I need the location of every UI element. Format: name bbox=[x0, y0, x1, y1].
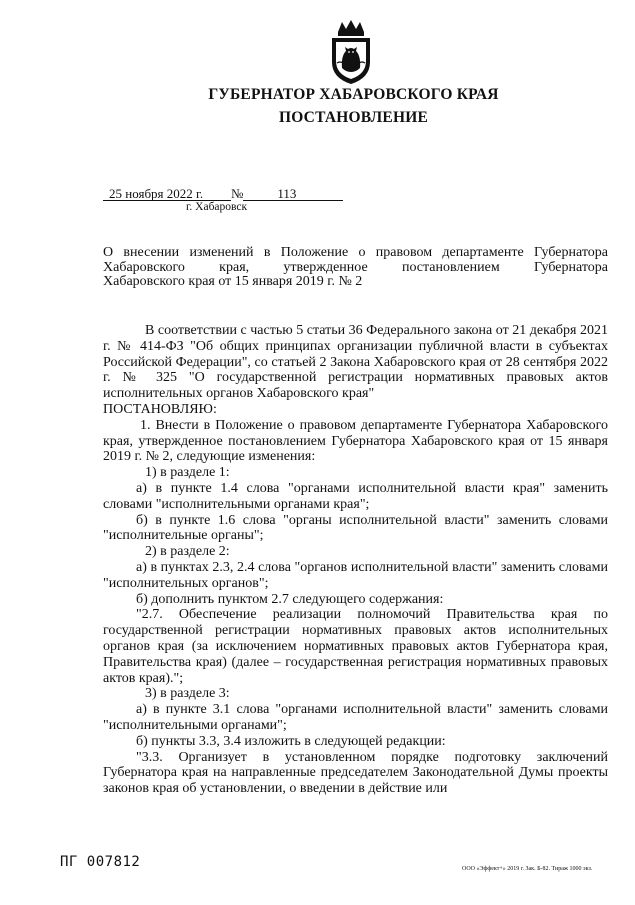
decree-body bbox=[103, 323, 608, 797]
subject-line-1: О внесении изменений в Положение о правовом департаменте Губернатора bbox=[103, 245, 608, 260]
section-3-line: 3) в разделе 3: bbox=[145, 686, 230, 702]
document-type-heading: ПОСТАНОВЛЕНИЕ bbox=[278, 109, 429, 126]
date-number-line bbox=[103, 186, 343, 202]
coat-of-arms-emblem bbox=[328, 18, 374, 86]
preamble-paragraph: В соответствии с частью 5 статьи 36 Федерального закона от 21 декабря 2021 г. № 414-ФЗ "Об общих принципах организации публичной власти в субъектах Российской Федерации", со статьей 2 Закона Хабаровского края от 28 сентября 2022 г. № 325 "О государственной регистрации нормативных правовых актов исполнительных органов Хабаровского края" bbox=[103, 323, 608, 402]
decree-date: 25 ноября 2022 г. bbox=[103, 187, 231, 201]
section-1-item-a: а) в пункте 1.4 слова "органами исполнительной власти края" заменить словами "исполнительными органами края"; bbox=[103, 480, 608, 512]
city-label: г. Хабаровск bbox=[186, 201, 248, 213]
governor-heading: ГУБЕРНАТОР ХАБАРОВСКОГО КРАЯ bbox=[208, 86, 499, 103]
section-1-item-b: б) в пункте 1.6 слова "органы исполнительной власти" заменить словами "исполнительные органы"; bbox=[103, 512, 608, 544]
clause-2-7-text: "2.7. Обеспечение реализации полномочий Правительства края по государственной регистрации нормативных правовых актов исполнительных органов края (за исключением нормативных правовых актов Губернатора края, Правительства края) (далее – государственная регистрация нормативных правовых актов края)."; bbox=[103, 607, 608, 686]
section-1-line: 1) в разделе 1: bbox=[145, 465, 230, 481]
serial-stamp: ПГ 007812 bbox=[60, 854, 141, 870]
section-2-line: 2) в разделе 2: bbox=[145, 544, 230, 560]
printer-imprint: ООО «Эффект+» 2019 г. Зак. Б-82. Тираж 1000 экз. bbox=[462, 866, 593, 872]
subject-line-3: Хабаровского края от 15 января 2019 г. № 2 bbox=[103, 274, 363, 289]
section-3-item-b: б) пункты 3.3, 3.4 изложить в следующей редакции: bbox=[136, 733, 446, 749]
section-2-item-a: а) в пунктах 2.3, 2.4 слова "органов исполнительной власти" заменить словами "исполнительных органов"; bbox=[103, 559, 608, 591]
clause-3-3-text: "3.3. Организует в установленном порядке подготовку заключений Губернатора края на направленные председателем Законодательной Думы проекты законов края об установлении, о введении в действие или bbox=[103, 749, 608, 797]
section-3-item-a: а) в пункте 3.1 слова "органами исполнительной власти" заменить словами "исполнительными органами"; bbox=[103, 702, 608, 733]
decree-subject bbox=[103, 246, 608, 290]
subject-line-2: Хабаровского края, утвержденное постановлением Губернатора bbox=[103, 259, 608, 275]
section-2-item-b: б) дополнить пунктом 2.7 следующего содержания: bbox=[136, 591, 444, 607]
decree-word: ПОСТАНОВЛЯЮ: bbox=[103, 401, 217, 417]
decree-number: 113 bbox=[243, 187, 343, 201]
item-1-paragraph: 1. Внести в Положение о правовом департаменте Губернатора Хабаровского края, утвержденное постановлением Губернатора Хабаровского края от 15 января 2019 г. № 2, следующие изменения: bbox=[103, 417, 608, 465]
number-sign: № bbox=[231, 186, 244, 201]
